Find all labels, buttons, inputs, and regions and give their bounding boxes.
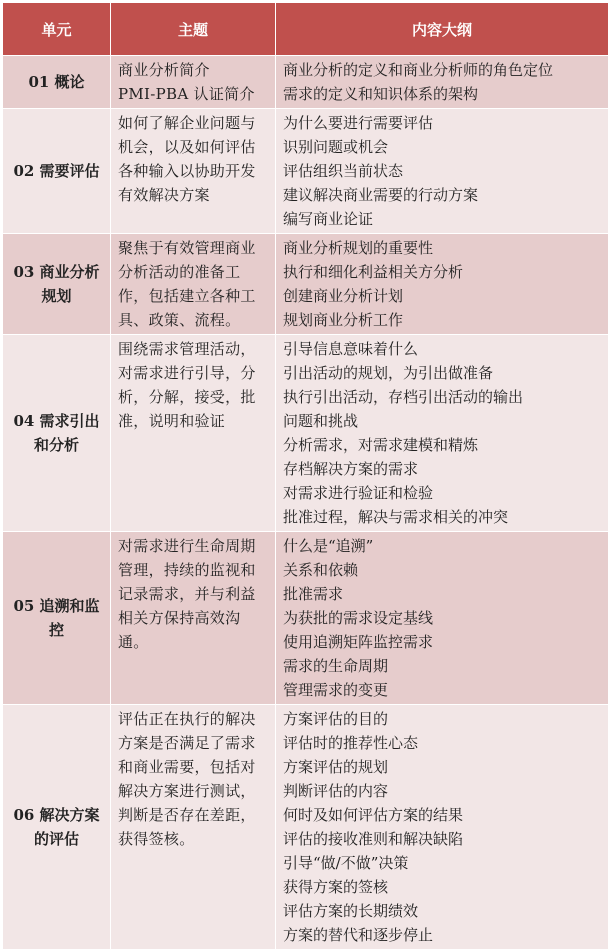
outline-item: 获得方案的签核 (283, 878, 389, 896)
table-row (3, 234, 609, 335)
table-row (3, 56, 609, 109)
table-row (3, 109, 609, 234)
unit-cell (3, 234, 111, 335)
outline-item: 对需求进行验证和检验 (283, 484, 434, 502)
header-topic: 主题 (111, 3, 276, 56)
topic-line: 分析活动的准备工 (118, 263, 241, 281)
outline-item: 商业分析规划的重要性 (283, 239, 434, 257)
topic-cell (111, 109, 276, 234)
topic-cell (111, 532, 276, 705)
outline-item: 评估时的推荐性心态 (283, 734, 419, 752)
outline-item: 方案的替代和逐步停止 (283, 926, 434, 944)
outline-item: 执行引出活动，存档引出活动的输出 (283, 388, 524, 406)
topic-line: 对需求进行引导，分 (118, 364, 256, 382)
outline-item: 引出活动的规划，为引出做准备 (283, 364, 494, 382)
unit-label-line: 05 追溯和监 (13, 597, 100, 615)
outline-cell (276, 335, 609, 532)
outline-item: 评估方案的长期绩效 (283, 902, 419, 920)
table-row (3, 532, 609, 705)
outline-item: 为获批的需求设定基线 (283, 609, 434, 627)
topic-line: 和商业需要，包括对 (118, 758, 256, 776)
topic-line: 如何了解企业问题与 (118, 114, 256, 132)
unit-cell (3, 335, 111, 532)
outline-item: 创建商业分析计划 (283, 287, 404, 305)
outline-item: 规划商业分析工作 (283, 311, 404, 329)
topic-cell (111, 705, 276, 950)
outline-item: 批准过程，解决与需求相关的冲突 (283, 508, 509, 526)
topic-line: 相关方保持高效沟 (118, 609, 241, 627)
topic-cell (111, 335, 276, 532)
outline-item: 商业分析的定义和商业分析师的角色定位 (283, 61, 554, 79)
outline-item: 识别问题或机会 (283, 138, 389, 156)
header-unit: 单元 (3, 3, 111, 56)
outline-item: 关系和依赖 (283, 561, 359, 579)
outline-cell (276, 109, 609, 234)
topic-line: 机会，以及如何评估 (118, 138, 256, 156)
table-row (3, 705, 609, 950)
topic-line: 管理，持续的监视和 (118, 561, 256, 579)
topic-line: 围绕需求管理活动， (118, 340, 256, 358)
outline-item: 管理需求的变更 (283, 681, 389, 699)
topic-line: PMI-PBA 认证简介 (118, 85, 255, 103)
header-row (3, 3, 609, 56)
outline-item: 编写商业论证 (283, 210, 374, 228)
course-outline-table (2, 2, 609, 950)
outline-item: 方案评估的规划 (283, 758, 389, 776)
outline-cell (276, 705, 609, 950)
unit-cell (3, 532, 111, 705)
unit-cell: 01 概论 (3, 56, 111, 109)
topic-cell (111, 56, 276, 109)
header-outline: 内容大纲 (276, 3, 609, 56)
unit-cell (3, 705, 111, 950)
topic-line: 作，包括建立各种工 (118, 287, 256, 305)
topic-line: 解决方案进行测试， (118, 782, 256, 800)
topic-line: 获得签核。 (118, 830, 195, 848)
outline-item: 判断评估的内容 (283, 782, 389, 800)
outline-item: 方案评估的目的 (283, 710, 389, 728)
topic-line: 记录需求，并与利益 (118, 585, 256, 603)
unit-label-line: 的评估 (33, 830, 79, 848)
topic-line: 商业分析简介 (118, 61, 210, 79)
outline-item: 评估组织当前状态 (283, 162, 404, 180)
topic-line: 各种输入以协助开发 (118, 162, 256, 180)
outline-cell (276, 56, 609, 109)
topic-line: 准，说明和验证 (118, 412, 226, 430)
unit-label-line: 04 需求引出 (13, 412, 100, 430)
outline-item: 为什么要进行需要评估 (283, 114, 434, 132)
outline-item: 评估的接收准则和解决缺陷 (283, 830, 464, 848)
outline-item: 引导“做/不做”决策 (283, 854, 409, 872)
outline-item: 什么是“追溯” (283, 537, 374, 555)
topic-line: 具、政策、流程。 (118, 311, 241, 329)
topic-line: 方案是否满足了需求 (118, 734, 256, 752)
outline-item: 批准需求 (283, 585, 344, 603)
outline-item: 执行和细化利益相关方分析 (283, 263, 464, 281)
unit-label-line: 控 (48, 621, 64, 639)
unit-label-line: 06 解决方案 (13, 806, 100, 824)
outline-item: 需求的生命周期 (283, 657, 389, 675)
outline-cell (276, 532, 609, 705)
outline-item: 问题和挑战 (283, 412, 359, 430)
unit-label-line: 和分析 (33, 436, 79, 454)
unit-label-line: 规划 (41, 287, 72, 305)
outline-item: 存档解决方案的需求 (283, 460, 419, 478)
outline-cell (276, 234, 609, 335)
table-row (3, 335, 609, 532)
unit-label-line: 03 商业分析 (13, 263, 100, 281)
outline-item: 使用追溯矩阵监控需求 (283, 633, 434, 651)
unit-cell: 02 需要评估 (3, 109, 111, 234)
topic-line: 通。 (118, 633, 149, 651)
topic-line: 有效解决方案 (118, 186, 210, 204)
topic-line: 评估正在执行的解决 (118, 710, 256, 728)
topic-line: 析，分解，接受，批 (118, 388, 256, 406)
outline-item: 需求的定义和知识体系的架构 (283, 85, 479, 103)
outline-item: 建议解决商业需要的行动方案 (283, 186, 479, 204)
outline-item: 分析需求，对需求建模和精炼 (283, 436, 479, 454)
outline-item: 何时及如何评估方案的结果 (283, 806, 464, 824)
topic-line: 判断是否存在差距， (118, 806, 256, 824)
topic-line: 聚焦于有效管理商业 (118, 239, 256, 257)
topic-cell (111, 234, 276, 335)
topic-line: 对需求进行生命周期 (118, 537, 256, 555)
outline-item: 引导信息意味着什么 (283, 340, 419, 358)
